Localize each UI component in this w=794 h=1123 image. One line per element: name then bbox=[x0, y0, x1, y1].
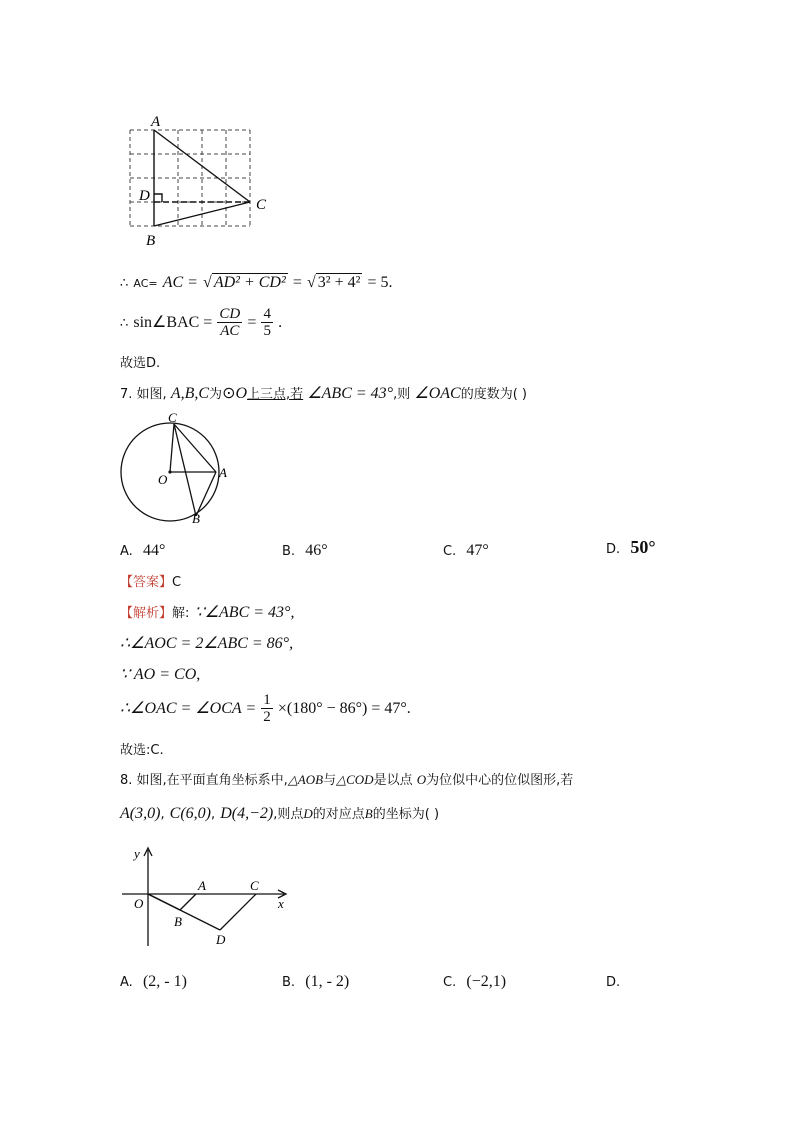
q7-answer-line bbox=[120, 571, 181, 590]
frac-5: 5 bbox=[263, 323, 271, 339]
q7-option-c-value: 47° bbox=[466, 542, 489, 559]
answer-6: 故选D. bbox=[120, 356, 161, 371]
calc-lead: AC= bbox=[133, 277, 158, 290]
q8-option-a-value: (2, - 1) bbox=[142, 973, 187, 990]
frac-cd: CD bbox=[219, 306, 241, 322]
q8-coord-a: A(3,0) bbox=[120, 805, 161, 822]
q8-point-b: B bbox=[364, 806, 373, 821]
q8-stem-line2 bbox=[120, 803, 439, 823]
q8-option-b-value: (1, - 2) bbox=[305, 973, 350, 990]
axis-label-x: x bbox=[278, 896, 284, 911]
q7-option-a-value: 44° bbox=[142, 542, 166, 559]
calc-line-ac: ∴ AC= AC = √ AD² + CD² = √ 3² + 4² = 5. bbox=[120, 274, 393, 291]
circle-name: O bbox=[235, 385, 248, 402]
q7-conclusion: 故选:C. bbox=[120, 743, 164, 758]
q8-option-d-letter: D. bbox=[606, 975, 621, 990]
q8-option-a[interactable] bbox=[120, 971, 187, 991]
q7-points: A,B,C bbox=[170, 385, 210, 402]
calc-sqrt2: 3² + 4² bbox=[317, 274, 361, 291]
sin-end: . bbox=[278, 314, 283, 331]
circle-label-o: O bbox=[158, 472, 168, 487]
sol-intro: 解: bbox=[172, 606, 190, 621]
answer-tag: 【答案】 bbox=[120, 575, 173, 590]
q7-option-b[interactable] bbox=[282, 540, 328, 560]
q8-option-c-letter: C. bbox=[443, 975, 457, 990]
coord-label-d: D bbox=[216, 932, 226, 947]
q7-option-d[interactable] bbox=[606, 537, 656, 558]
grid-label-d: D bbox=[139, 188, 150, 204]
coord-label-c: C bbox=[250, 878, 259, 893]
q8-text4: 为位似中心的位似图形,若 bbox=[426, 773, 574, 788]
q8-option-c-value: (−2,1) bbox=[466, 973, 507, 990]
sol-line-3: ∵ AO = CO, bbox=[120, 666, 201, 683]
calc-sqrt1: AD² + CD² bbox=[213, 274, 286, 291]
calc-result: = 5. bbox=[367, 274, 393, 291]
q8-option-b-letter: B. bbox=[282, 975, 296, 990]
q7-three: 上三点,若 bbox=[247, 387, 304, 402]
q7-option-c-letter: C. bbox=[443, 544, 457, 559]
q8-option-c[interactable] bbox=[443, 971, 506, 991]
grid-label-a: A bbox=[151, 114, 161, 130]
grid-triangle-figure bbox=[120, 108, 280, 253]
q7-end: 的度数为( ) bbox=[460, 387, 527, 402]
q8-option-b[interactable] bbox=[282, 971, 349, 991]
q8-number: 8. bbox=[120, 773, 133, 788]
frac-4: 4 bbox=[263, 306, 271, 322]
coord-label-o: O bbox=[134, 896, 144, 911]
circle-symbol: ⊙ bbox=[222, 385, 236, 402]
sol-frac-den: 2 bbox=[263, 709, 271, 725]
q8-coord-d: D(4,−2) bbox=[220, 805, 274, 822]
q7-ask: ,则 bbox=[393, 387, 411, 402]
q7-analysis-line bbox=[120, 602, 294, 622]
calc-expr-left: AC = bbox=[162, 274, 198, 291]
sol-line-4b: ×(180° − 86°) = 47°. bbox=[277, 700, 411, 717]
q8-text1: 如图,在平面直角坐标系中, bbox=[136, 773, 288, 788]
q7-option-b-letter: B. bbox=[282, 544, 296, 559]
q7-option-d-letter: D. bbox=[606, 542, 621, 557]
circle-label-a: A bbox=[219, 465, 227, 480]
grid-label-b: B bbox=[146, 233, 156, 249]
q8-sep2: , bbox=[211, 807, 216, 822]
circle-label-c: C bbox=[168, 410, 177, 425]
q8-tri1: △AOB bbox=[287, 772, 324, 787]
q7-number: 7. bbox=[120, 387, 133, 402]
q8-coord-c: C(6,0) bbox=[169, 805, 211, 822]
sol-line-2: ∴∠AOC = 2∠ABC = 86°, bbox=[120, 635, 294, 652]
q8-stem-line1 bbox=[120, 769, 573, 788]
q7-intro: 如图, bbox=[136, 387, 167, 402]
sol-line-4a: ∴∠OAC = ∠OCA = bbox=[120, 700, 257, 717]
q8-option-d[interactable] bbox=[606, 971, 625, 991]
sin-lead: sin∠BAC = bbox=[133, 314, 213, 331]
coord-label-b: B bbox=[174, 914, 182, 929]
q7-option-c[interactable] bbox=[443, 540, 489, 560]
answer-value: C bbox=[172, 575, 182, 590]
therefore-symbol-2: ∴ bbox=[120, 316, 129, 331]
sin-eq: = bbox=[247, 314, 257, 331]
calc-line-sin bbox=[120, 306, 282, 339]
q7-option-a-letter: A. bbox=[120, 544, 133, 559]
q8-text7: 的坐标为( ) bbox=[372, 807, 440, 822]
q8-tri2: △COD bbox=[336, 772, 374, 787]
coordinate-figure bbox=[118, 842, 298, 952]
analysis-tag: 【解析】 bbox=[120, 606, 173, 621]
q8-text6: 的对应点 bbox=[312, 807, 365, 822]
axis-label-y: y bbox=[134, 846, 140, 861]
q8-point-d: D bbox=[303, 806, 313, 821]
coord-label-a: A bbox=[198, 878, 206, 893]
circle-label-b: B bbox=[192, 511, 200, 526]
grid-label-c: C bbox=[256, 197, 267, 213]
circle-figure bbox=[112, 408, 242, 533]
q7-stem bbox=[120, 383, 527, 403]
q8-sep1: , bbox=[160, 807, 165, 822]
calc-eq: = bbox=[292, 274, 302, 291]
sol-frac-num: 1 bbox=[263, 692, 271, 708]
q8-center: O bbox=[416, 772, 427, 787]
q7-target: ∠OAC bbox=[414, 385, 461, 402]
q7-given: ∠ABC = 43° bbox=[307, 385, 394, 402]
q7-option-d-value: 50° bbox=[630, 537, 656, 557]
sol-line-4 bbox=[120, 692, 411, 725]
q7-option-a[interactable] bbox=[120, 540, 165, 560]
sol-line-1: ∵∠ABC = 43°, bbox=[194, 604, 295, 621]
q8-text2: 与 bbox=[323, 773, 337, 788]
frac-ac: AC bbox=[220, 323, 240, 339]
therefore-symbol: ∴ bbox=[120, 276, 129, 291]
q8-option-a-letter: A. bbox=[120, 975, 133, 990]
q8-text3: 是以点 bbox=[373, 773, 413, 788]
q7-on: 为 bbox=[209, 387, 223, 402]
q8-text5: ,则点 bbox=[273, 807, 304, 822]
q7-option-b-value: 46° bbox=[305, 542, 328, 559]
